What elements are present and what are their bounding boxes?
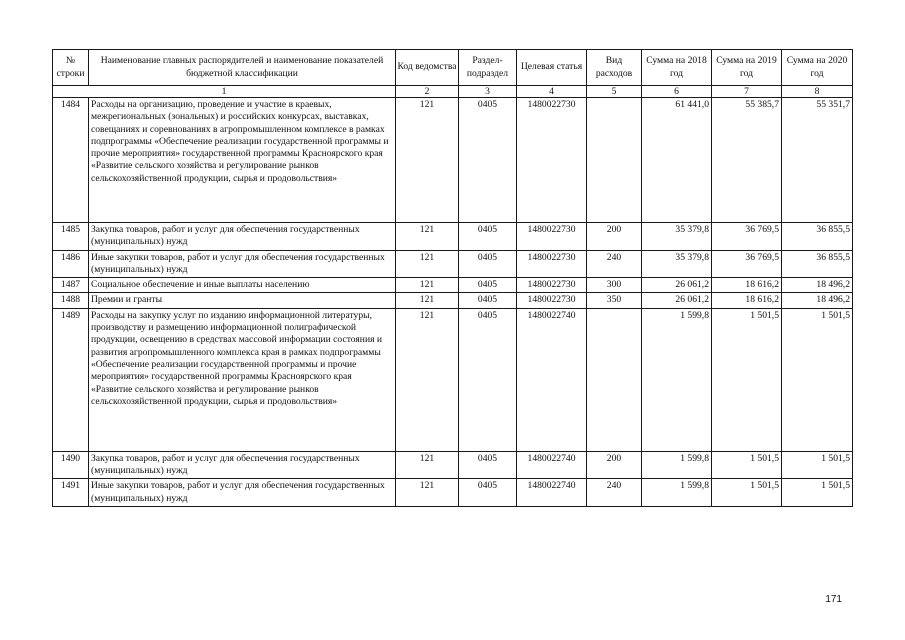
row-section: 0405 — [459, 451, 517, 479]
column-number-1: 1 — [53, 86, 396, 98]
row-sum-2019: 1 501,5 — [712, 308, 782, 451]
header-dept-code: Код ведомства — [396, 50, 459, 86]
row-kind: 300 — [587, 278, 642, 293]
row-name: Иные закупки товаров, работ и услуг для обеспечения государственных (муниципальных) нужд — [89, 479, 396, 507]
row-line-number: 1487 — [53, 278, 89, 293]
row-name: Закупка товаров, работ и услуг для обеспечения государственных (муниципальных) нужд — [89, 451, 396, 479]
row-name: Премии и гранты — [89, 293, 396, 308]
row-section: 0405 — [459, 223, 517, 251]
row-sum-2018: 1 599,8 — [642, 479, 712, 507]
row-sum-2020: 18 496,2 — [782, 278, 853, 293]
row-kind — [587, 308, 642, 451]
page-number: 171 — [825, 594, 842, 605]
header-target: Целевая статья — [517, 50, 587, 86]
table-row — [53, 451, 853, 479]
row-name: Иные закупки товаров, работ и услуг для обеспечения государственных (муниципальных) нужд — [89, 250, 396, 278]
row-kind: 240 — [587, 479, 642, 507]
table-row — [53, 278, 853, 293]
row-sum-2018: 1 599,8 — [642, 451, 712, 479]
row-target: 1480022730 — [517, 98, 587, 223]
table-row — [53, 250, 853, 278]
row-target: 1480022730 — [517, 250, 587, 278]
row-sum-2020: 55 351,7 — [782, 98, 853, 223]
row-target: 1480022740 — [517, 308, 587, 451]
row-line-number: 1490 — [53, 451, 89, 479]
row-dept-code: 121 — [396, 451, 459, 479]
row-sum-2018: 61 441,0 — [642, 98, 712, 223]
column-number-4: 4 — [517, 86, 587, 98]
row-kind: 350 — [587, 293, 642, 308]
column-number-5: 5 — [587, 86, 642, 98]
row-sum-2020: 36 855,5 — [782, 223, 853, 251]
row-name: Расходы на закупку услуг по изданию информационной литературы, производству и размещению информационной полиграфической продукции, освещению в средствах массовой информации состояния и развития агропромышленного комплекса края в рамках подпрограммы «Обеспечение реализации государственной программы и прочие мероприятия» государственной программы Красноярского края «Развитие сельского хозяйства и регулирование рынков сельскохозяйственной продукции, сырья и продовольствия» — [89, 308, 396, 451]
row-line-number: 1484 — [53, 98, 89, 223]
row-line-number: 1491 — [53, 479, 89, 507]
row-sum-2019: 18 616,2 — [712, 278, 782, 293]
row-kind: 200 — [587, 223, 642, 251]
row-section: 0405 — [459, 278, 517, 293]
row-target: 1480022730 — [517, 293, 587, 308]
row-target: 1480022730 — [517, 223, 587, 251]
row-target: 1480022730 — [517, 278, 587, 293]
header-sum-2018: Сумма на 2018 год — [642, 50, 712, 86]
row-section: 0405 — [459, 250, 517, 278]
header-sum-2019: Сумма на 2019 год — [712, 50, 782, 86]
row-kind: 200 — [587, 451, 642, 479]
row-line-number: 1485 — [53, 223, 89, 251]
row-name: Расходы на организацию, проведение и участие в краевых, межрегиональных (зональных) и российских конкурсах, выставках, совещаниях и соревнованиях в агропромышленном комплексе в рамках подпрограммы «Обеспечение реализации государственной программы и прочие мероприятия» государственной программы Красноярского края «Развитие сельского хозяйства и регулирование рынков сельскохозяйственной продукции, сырья и продовольствия» — [89, 98, 396, 223]
header-section: Раздел-подраздел — [459, 50, 517, 86]
row-section: 0405 — [459, 293, 517, 308]
row-sum-2020: 1 501,5 — [782, 479, 853, 507]
row-sum-2019: 55 385,7 — [712, 98, 782, 223]
row-sum-2018: 26 061,2 — [642, 278, 712, 293]
column-number-2: 2 — [396, 86, 459, 98]
row-section: 0405 — [459, 308, 517, 451]
row-dept-code: 121 — [396, 250, 459, 278]
column-number-row — [53, 86, 853, 98]
row-sum-2019: 18 616,2 — [712, 293, 782, 308]
row-name: Закупка товаров, работ и услуг для обеспечения государственных (муниципальных) нужд — [89, 223, 396, 251]
table-row — [53, 308, 853, 451]
column-number-6: 6 — [642, 86, 712, 98]
table-row — [53, 479, 853, 507]
header-kind: Вид расходов — [587, 50, 642, 86]
row-dept-code: 121 — [396, 223, 459, 251]
row-sum-2020: 36 855,5 — [782, 250, 853, 278]
row-sum-2019: 36 769,5 — [712, 223, 782, 251]
row-sum-2020: 1 501,5 — [782, 308, 853, 451]
row-dept-code: 121 — [396, 479, 459, 507]
header-sum-2020: Сумма на 2020 год — [782, 50, 853, 86]
row-dept-code: 121 — [396, 308, 459, 451]
row-sum-2018: 26 061,2 — [642, 293, 712, 308]
row-sum-2018: 35 379,8 — [642, 250, 712, 278]
row-dept-code: 121 — [396, 293, 459, 308]
row-target: 1480022740 — [517, 451, 587, 479]
table-header-row — [53, 50, 853, 86]
row-sum-2019: 36 769,5 — [712, 250, 782, 278]
row-kind — [587, 98, 642, 223]
table-row — [53, 223, 853, 251]
row-kind: 240 — [587, 250, 642, 278]
budget-table — [52, 49, 853, 507]
table-row — [53, 98, 853, 223]
header-line-number: № строки — [53, 50, 89, 86]
row-sum-2019: 1 501,5 — [712, 451, 782, 479]
column-number-8: 8 — [782, 86, 853, 98]
row-sum-2018: 1 599,8 — [642, 308, 712, 451]
row-dept-code: 121 — [396, 98, 459, 223]
row-sum-2018: 35 379,8 — [642, 223, 712, 251]
row-target: 1480022740 — [517, 479, 587, 507]
row-section: 0405 — [459, 98, 517, 223]
table-row — [53, 293, 853, 308]
column-number-7: 7 — [712, 86, 782, 98]
row-section: 0405 — [459, 479, 517, 507]
column-number-3: 3 — [459, 86, 517, 98]
row-line-number: 1489 — [53, 308, 89, 451]
row-name: Социальное обеспечение и иные выплаты населению — [89, 278, 396, 293]
row-line-number: 1486 — [53, 250, 89, 278]
header-name: Наименование главных распорядителей и наименование показателей бюджетной классификации — [89, 50, 396, 86]
row-dept-code: 121 — [396, 278, 459, 293]
row-sum-2020: 18 496,2 — [782, 293, 853, 308]
row-sum-2019: 1 501,5 — [712, 479, 782, 507]
row-sum-2020: 1 501,5 — [782, 451, 853, 479]
row-line-number: 1488 — [53, 293, 89, 308]
